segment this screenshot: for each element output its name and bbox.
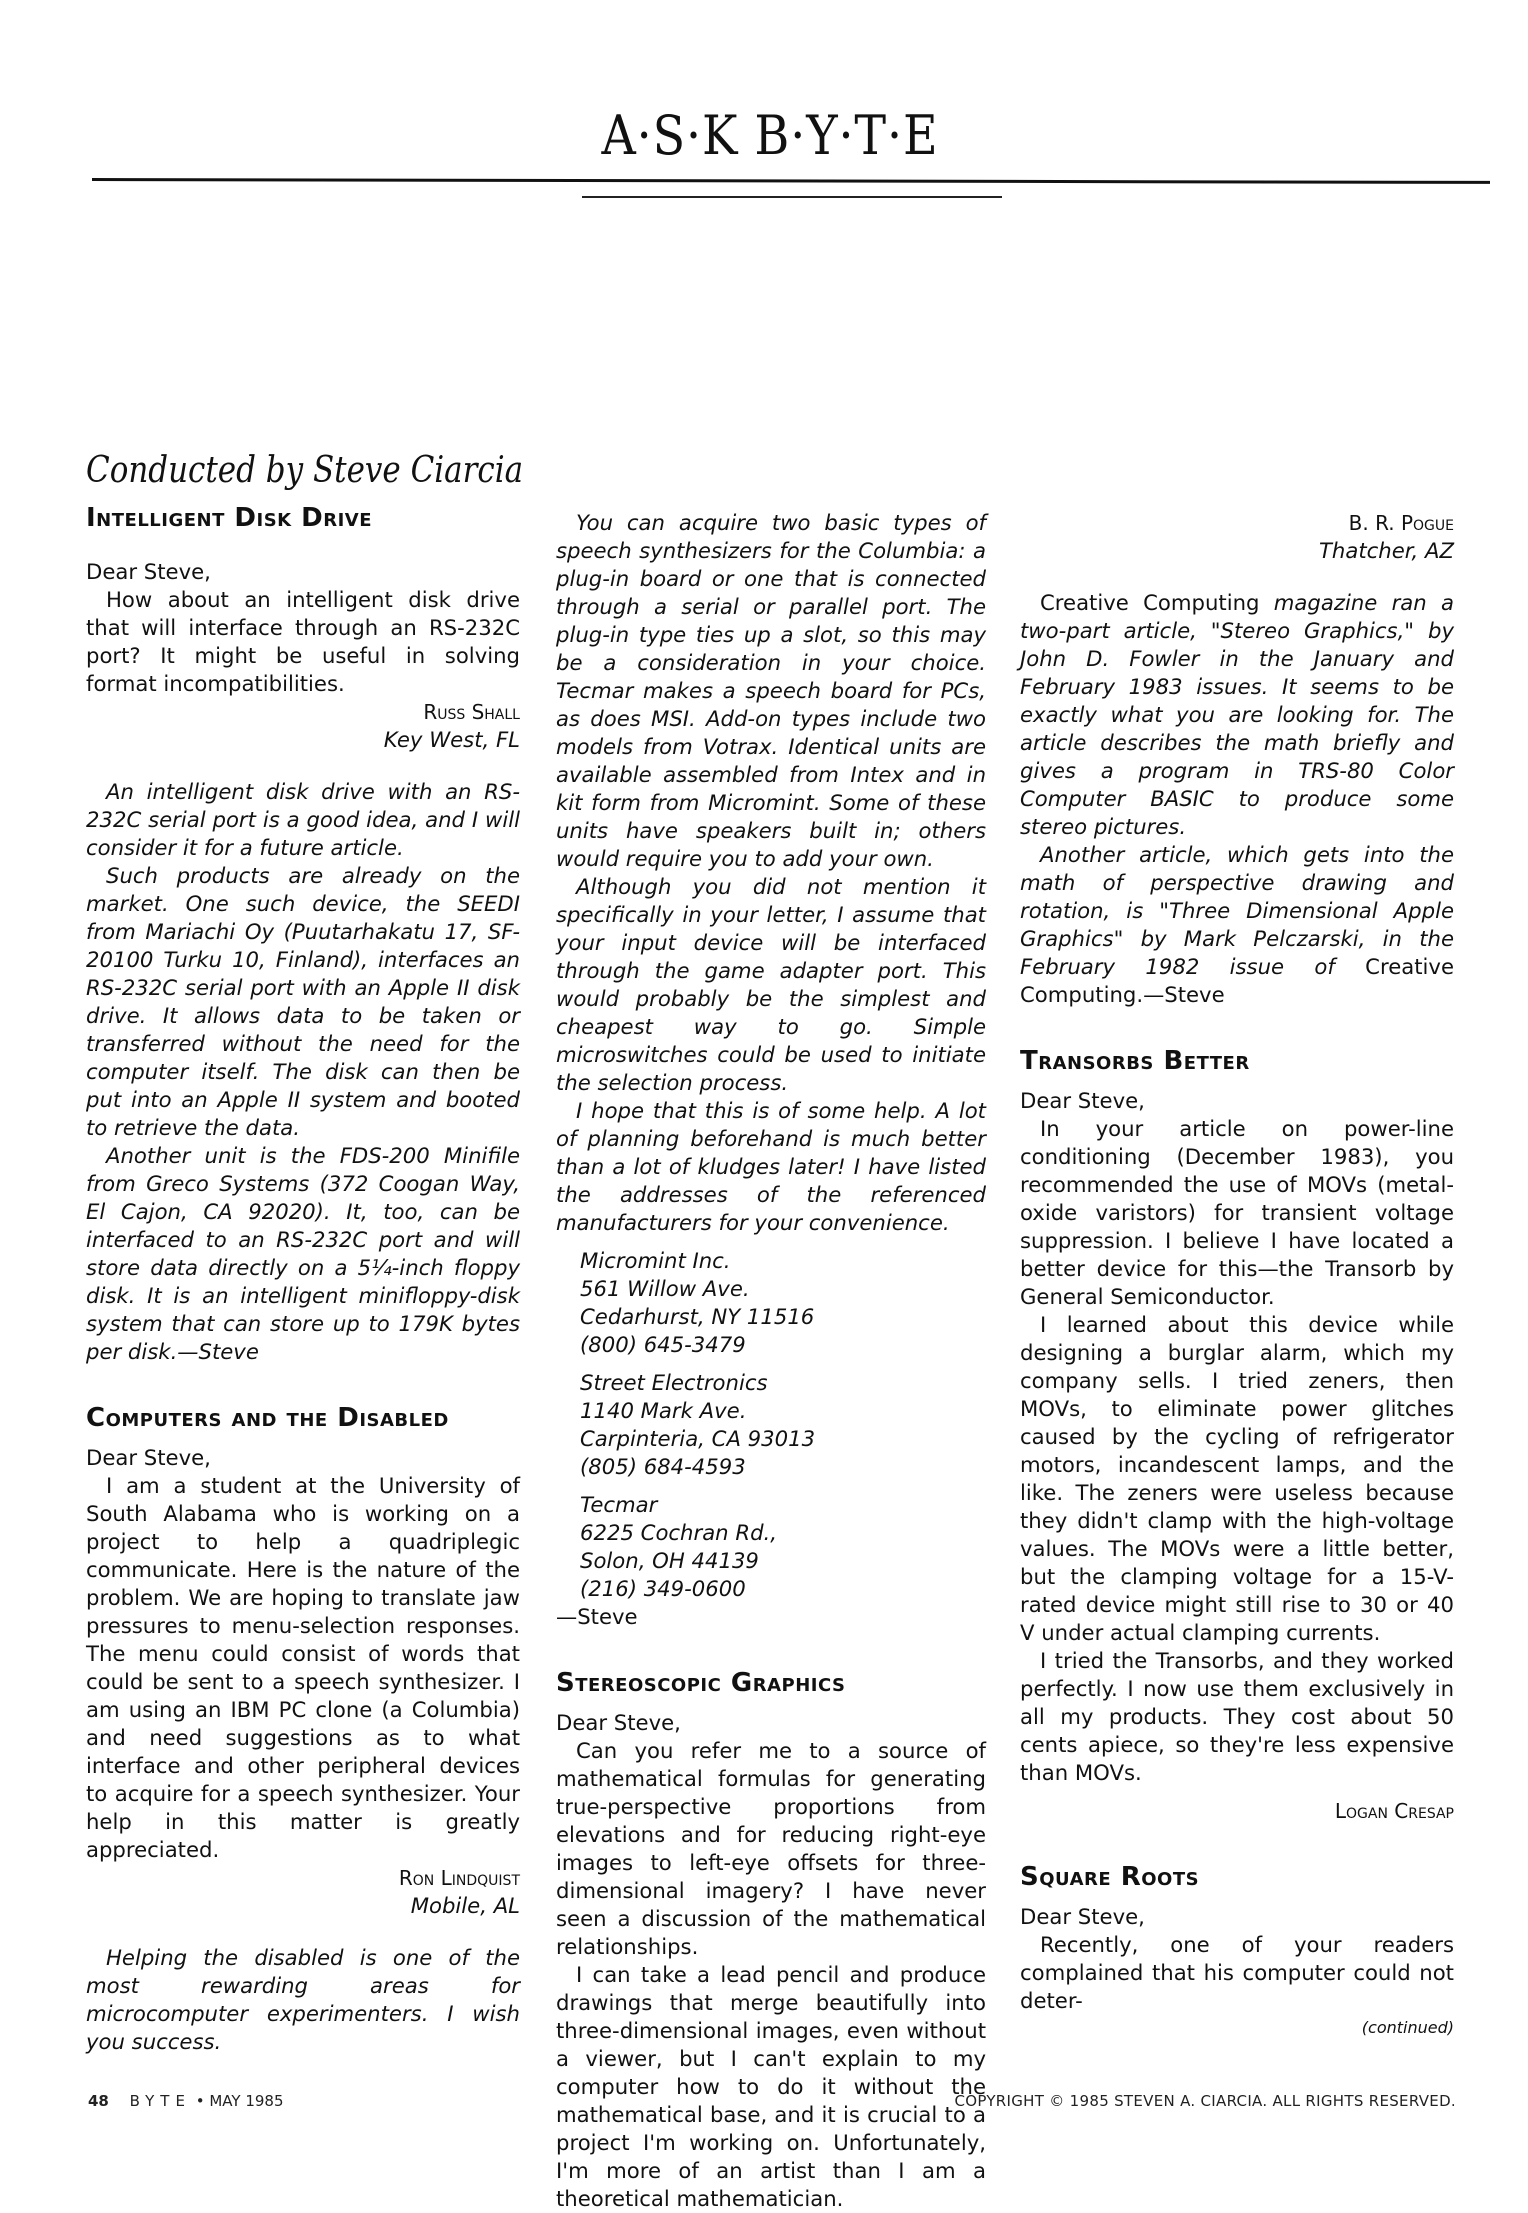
- address-block-street-electronics: [580, 1369, 986, 1481]
- letter-body: I can take a lead pencil and produce drawings that merge beautifully into three-dimensional images, even without a viewer, but I can't explain to my computer how to do it without the mathematical base, and it is crucial to a project I'm working on. Unfortunately, I'm more of an artist than I am a theoretical mathematician.: [556, 1962, 986, 2211]
- address-street: 6225 Cochran Rd.,: [580, 1520, 777, 1545]
- page-footer: [0, 2092, 1528, 2122]
- letter-signer-name: Ron Lindquist: [398, 1866, 520, 1890]
- letter-body: I learned about this device while designing a burglar alarm, which my company sells. I tried zeners, then MOVs, to eliminate power glitches caused by the cycling of refrigerator motors, incandescent lamps, and the like. The zeners were useless because they didn't clamp with the high-voltage values. The MOVs were a little better, but the clamping voltage for a 15-V-rated device might still rise to 30 or 40 V under actual clamping currents.: [1020, 1312, 1454, 1645]
- masthead-subrule: [582, 196, 1002, 198]
- address-street: 1140 Mark Ave.: [580, 1398, 747, 1423]
- masthead-rule: [92, 178, 1490, 184]
- issue-date: MAY 1985: [209, 2092, 284, 2110]
- address-phone: (800) 645-3479: [580, 1332, 746, 1357]
- folio-separator: •: [195, 2092, 205, 2110]
- copyright-notice: COPYRIGHT © 1985 STEVEN A. CIARCIA. ALL RIGHTS RESERVED.: [954, 2092, 1456, 2110]
- section-heading-stereoscopic-graphics: Stereoscopic Graphics: [556, 1668, 846, 1698]
- address-company: Tecmar: [580, 1492, 658, 1517]
- reply-signature: —Steve: [556, 1604, 638, 1629]
- letter-body: Recently, one of your readers complained that his computer could not deter-: [1020, 1932, 1454, 2013]
- section-heading-transorbs-better: Transorbs Better: [1020, 1046, 1250, 1076]
- reply-paragraph: Although you did not mention it specifically in your letter, I assume that your input device will be interfaced through the game adapter port. This would probably be the simplest and cheapest way to go. Simple microswitches could be used to initiate the selection process.: [556, 874, 986, 1095]
- salutation: Dear Steve,: [86, 559, 211, 584]
- letter-signer-name: B. R. Pogue: [1348, 511, 1454, 535]
- reply-text: magazine ran a two-part article, "Stereo Graphics," by John D. Fowler in the January and February 1983 issues. It seems to be exactly what you are looking for. The article describes the math briefly and gives a program in TRS-80 Color Computer BASIC to produce some stereo pictures.: [1020, 590, 1454, 839]
- publication-title: Creative Computing.—Steve: [1020, 954, 1454, 1007]
- reply-paragraph: [1020, 841, 1454, 1009]
- publication-title: Creative Computing: [1040, 590, 1260, 615]
- page-number: 48: [88, 2092, 109, 2110]
- letter-body: I tried the Transorbs, and they worked perfectly. I now use them exclusively in all my products. They cost about 50 cents apiece, so they're less expensive than MOVs.: [1020, 1648, 1454, 1785]
- reply-paragraph: An intelligent disk drive with an RS-232C serial port is a good idea, and I will consider it for a future article.: [86, 779, 520, 860]
- column-middle: [556, 509, 986, 2213]
- address-block-tecmar: [580, 1491, 986, 1603]
- reply-paragraph: You can acquire two basic types of speech synthesizers for the Columbia: a plug-in board or one that is connected through a serial or parallel port. The plug-in type ties up a slot, so this may be a consideration in your choice. Tecmar makes a speech board for PCs, as does MSI. Add-on types include two models from Votrax. Identical units are available assembled from Intex and in kit form from Micromint. Some of these units have speakers built in; others would require you to add your own.: [556, 510, 986, 871]
- address-city: Solon, OH 44139: [580, 1548, 759, 1573]
- letter-signer-place: Key West, FL: [383, 727, 520, 752]
- reply-paragraph: [1020, 589, 1454, 841]
- masthead: [0, 0, 1528, 210]
- address-city: Cedarhurst, NY 11516: [580, 1304, 815, 1329]
- letter-body: How about an intelligent disk drive that will interface through an RS-232C port? It might be useful in solving format incompatibilities.: [86, 587, 520, 696]
- address-block-micromint: [580, 1247, 986, 1359]
- salutation: Dear Steve,: [1020, 1088, 1145, 1113]
- magazine-name: BYTE: [129, 2092, 191, 2110]
- letter-signer-place: Mobile, AL: [410, 1893, 520, 1918]
- address-phone: (216) 349-0600: [580, 1576, 746, 1601]
- reply-text: Another article, which gets into the math of perspective drawing and rotation, is "Three Dimensional Apple Graphics" by Mark Pelczarski, in the February 1982 issue of: [1020, 842, 1454, 979]
- salutation: Dear Steve,: [86, 1445, 211, 1470]
- folio: [88, 2092, 284, 2110]
- reply-paragraph: Such products are already on the market. One such device, the SEEDI from Mariachi Oy (Puutarhakatu 17, SF-20100 Turku 10, Finland), interfaces an RS-232C serial port with an Apple II disk drive. It allows data to be taken or transferred without the need for the computer itself. The disk can then be put into an Apple II system and booted to retrieve the data.: [86, 863, 520, 1140]
- section-heading-intelligent-disk-drive: Intelligent Disk Drive: [86, 503, 373, 533]
- address-city: Carpinteria, CA 93013: [580, 1426, 816, 1451]
- section-heading-computers-and-the-disabled: Computers and the Disabled: [86, 1403, 449, 1433]
- letter-signer-name: Logan Cresap: [1334, 1799, 1454, 1823]
- column-title: A·S·K B·Y·T·E: [601, 104, 939, 167]
- letter-signer-name: Russ Shall: [423, 700, 520, 724]
- letter-body: I am a student at the University of South Alabama who is working on a project to help a quadriplegic communicate. Here is the nature of the problem. We are hoping to translate jaw pressures to menu-selection responses. The menu could consist of words that could be sent to a speech synthesizer. I am using an IBM PC clone (a Columbia) and need suggestions as to what interface and other peripheral devices to acquire for a speech synthesizer. Your help in this matter is greatly appreciated.: [86, 1473, 520, 1862]
- reply-paragraph: Another unit is the FDS-200 Minifile from Greco Systems (372 Coogan Way, El Cajon, CA 92020). It, too, can be interfaced to an RS-232C port and will store data directly on a 5¼-inch floppy disk. It is an intelligent minifloppy-disk system that can store up to 179K bytes per disk.—Steve: [86, 1143, 520, 1364]
- letter-signer-place: Thatcher, AZ: [1318, 538, 1454, 563]
- letter-body: In your article on power-line conditioning (December 1983), you recommended the use of MOVs (metal-oxide varistors) for transient voltage suppression. I believe I have located a better device for this—the Transorb by General Semiconductor.: [1020, 1116, 1454, 1309]
- column-right: [1020, 509, 1454, 2039]
- reply-paragraph: Helping the disabled is one of the most rewarding areas for microcomputer experimenters. I wish you success.: [86, 1945, 520, 2054]
- column-left: [86, 502, 520, 2056]
- salutation: Dear Steve,: [556, 1710, 681, 1735]
- address-company: Street Electronics: [580, 1370, 768, 1395]
- address-phone: (805) 684-4593: [580, 1454, 746, 1479]
- address-company: Micromint Inc.: [580, 1248, 731, 1273]
- section-heading-square-roots: Square Roots: [1020, 1862, 1200, 1892]
- reply-paragraph: I hope that this is of some help. A lot of planning beforehand is much better than a lot of kludges later! I have listed the addresses of the referenced manufacturers for your convenience.: [556, 1098, 986, 1235]
- letter-body: Can you refer me to a source of mathematical formulas for generating true-perspective proportions from elevations and for reducing right-eye images to left-eye offsets for three-dimensional imagery? I have never seen a discussion of the mathematical relationships.: [556, 1738, 986, 1959]
- continued-marker: (continued): [1361, 2018, 1454, 2037]
- salutation: Dear Steve,: [1020, 1904, 1145, 1929]
- address-street: 561 Willow Ave.: [580, 1276, 750, 1301]
- byline: Conducted by Steve Ciarcia: [86, 450, 524, 491]
